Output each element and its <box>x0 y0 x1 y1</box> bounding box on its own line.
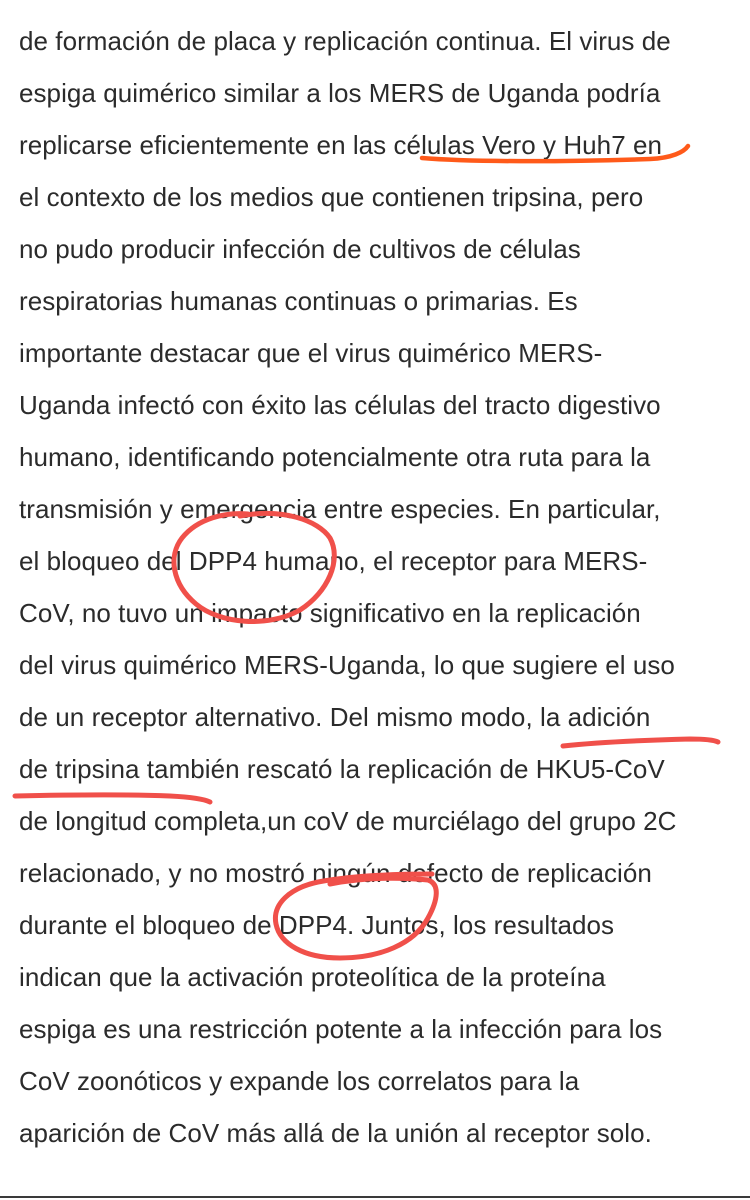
underline-mark-la-adicion <box>563 739 718 746</box>
text-line: aparición de CoV más allá de la unión al receptor solo. <box>19 1118 652 1148</box>
text-line: replicarse eficientemente en las células Vero y Huh7 en <box>19 130 662 160</box>
text-line: durante el bloqueo de DPP4. Juntos, los resultados <box>19 910 615 940</box>
text-line: espiga quimérico similar a los MERS de Uganda podría <box>19 78 661 108</box>
underline-mark-de-tripsina <box>15 795 210 802</box>
text-line: respiratorias humanas continuas o primarias. Es <box>19 286 578 316</box>
text-line: espiga es una restricción potente a la infección para los <box>19 1014 663 1044</box>
text-line: CoV, no tuvo un impacto significativo en la replicación <box>19 598 641 628</box>
text-line: del virus quimérico MERS-Uganda, lo que sugiere el uso <box>19 650 675 680</box>
text-line: de longitud completa,un coV de murciélago del grupo 2C <box>19 806 677 836</box>
text-line: no pudo producir infección de cultivos de células <box>19 234 581 264</box>
text-line: CoV zoonóticos y expande los correlatos para la <box>19 1066 580 1096</box>
text-line: de un receptor alternativo. Del mismo modo, la adición <box>19 702 651 732</box>
text-line: relacionado, y no mostró ningún defecto de replicación <box>19 858 652 888</box>
text-line: Uganda infectó con éxito las células del tracto digestivo <box>19 390 661 420</box>
text-line: importante destacar que el virus quimérico MERS- <box>19 338 603 368</box>
text-line: transmisión y emergencia entre especies. En particular, <box>19 494 661 524</box>
text-line: indican que la activación proteolítica de la proteína <box>19 962 606 992</box>
text-line: de tripsina también rescató la replicación de HKU5-CoV <box>19 754 665 784</box>
text-line: de formación de placa y replicación continua. El virus de <box>19 26 671 56</box>
text-line: el contexto de los medios que contienen tripsina, pero <box>19 182 644 212</box>
bottom-divider <box>0 1196 750 1198</box>
text-line: humano, identificando potencialmente otra ruta para la <box>19 442 651 472</box>
text-line: el bloqueo del DPP4 humano, el receptor para MERS- <box>19 546 648 576</box>
